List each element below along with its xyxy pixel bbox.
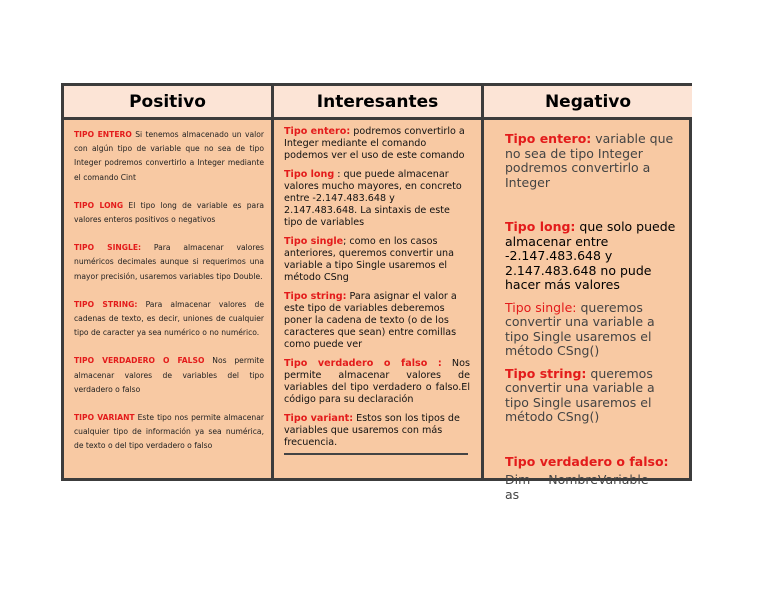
- item-text: variable que no sea de tipo Integer podremos convertirlo a Integer: [505, 131, 674, 190]
- item-label: Tipo string:: [505, 365, 587, 381]
- interesantes-column: [284, 126, 470, 478]
- item-text: que solo puede almacenar entre -2.147.483.648 y 2.147.483.648 no pude hacer más valores: [505, 219, 676, 292]
- item-text: Dim NombreVariable as: [505, 472, 649, 502]
- interesantes-item: [284, 126, 470, 162]
- item-label: Tipo string:: [284, 291, 347, 302]
- item-text: : que puede almacenar valores mucho mayores, en concreto entre -2.147.483.648 y 2.147.483.648. La sintaxis de este tipo de variables: [284, 169, 462, 228]
- divider: [284, 453, 468, 455]
- item-label: Tipo long: [284, 169, 335, 180]
- item-text: queremos convertir una variable a tipo Single usaremos el método CSng(): [505, 299, 655, 358]
- item-label: Tipo long:: [505, 219, 576, 234]
- item-label: Tipo single: [284, 236, 344, 247]
- item-label: TIPO SINGLE:: [74, 243, 142, 253]
- item-text: ; como en los casos anteriores, queremos convertir una variable a tipo Single usaremos el método CSng: [284, 236, 455, 283]
- item-label: Tipo variant:: [284, 413, 354, 424]
- item-label: Tipo single:: [505, 299, 577, 315]
- negativo-item: [505, 455, 680, 470]
- item-text: Para almacenar valores numéricos decimales aunque si requerimos una mayor precisión, usaremos variables tipo Double.: [74, 243, 264, 281]
- negativo-item: [505, 132, 680, 190]
- header-negativo: Negativo: [484, 86, 692, 120]
- interesantes-item: [284, 236, 470, 284]
- comparison-table: [61, 83, 692, 502]
- column-divider: [481, 86, 484, 478]
- item-label: TIPO LONG: [74, 200, 124, 210]
- header-positivo: Positivo: [64, 86, 271, 120]
- item-text: Nos permite almacenar valores de variables del tipo verdadero o falso: [74, 356, 264, 394]
- column-divider: [271, 86, 274, 478]
- item-text: podremos convertirlo a Integer mediante el comando podemos ver el uso de este comando: [284, 126, 465, 161]
- item-label: Tipo verdadero o falso:: [505, 453, 669, 469]
- interesantes-item: [284, 169, 470, 229]
- item-label: TIPO ENTERO: [74, 130, 132, 139]
- item-text: Estos son los tipos de variables que usaremos con más frecuencia.: [284, 413, 460, 448]
- positivo-item: [74, 128, 264, 185]
- positivo-item: [74, 298, 264, 341]
- positivo-item: [74, 199, 264, 227]
- interesantes-item: [284, 413, 470, 449]
- positivo-item: [74, 241, 264, 284]
- header-interesantes: Interesantes: [274, 86, 481, 120]
- interesantes-item: [284, 291, 470, 351]
- item-label: Tipo verdadero o falso :: [284, 358, 442, 369]
- item-text: queremos convertir una variable a tipo Single usaremos el método CSng(): [505, 365, 655, 424]
- item-text: Para asignar el valor a este tipo de variables deberemos poner la cadena de texto (o de los caracteres que sean) entre comillas como puede ver: [284, 291, 457, 350]
- item-text: El tipo long de variable es para valores enteros positivos o negativos: [74, 200, 264, 225]
- negativo-item: [505, 473, 680, 502]
- item-label: Tipo entero:: [284, 126, 351, 137]
- item-label: Tipo entero:: [505, 131, 592, 146]
- item-label: TIPO VERDADERO O FALSO: [74, 356, 205, 366]
- negativo-column: [505, 131, 680, 502]
- interesantes-item: [284, 358, 470, 406]
- negativo-item: [505, 301, 680, 359]
- positivo-column: [74, 124, 264, 478]
- positivo-item: [74, 354, 264, 397]
- item-text: Nos permite almacenar valores de variables del tipo verdadero o falso.El código para su declaración: [284, 358, 470, 405]
- item-label: TIPO VARIANT: [74, 413, 135, 423]
- item-text: Para almacenar valores de cadenas de texto, es decir, uniones de cualquier tipo de caracter ya sea numérico o no numérico.: [74, 299, 264, 338]
- negativo-item: [505, 367, 680, 425]
- item-text: Si tenemos almacenado un valor con algún tipo de variable que no sea de tipo Integer podremos convertirlo a Integer mediante el comando Cint: [74, 130, 264, 182]
- item-text: Este tipo nos permite almacenar cualquier tipo de información ya sea numérica, de texto o del tipo verdadero o falso: [74, 413, 264, 451]
- item-label: TIPO STRING:: [74, 299, 138, 309]
- negativo-item: [505, 220, 680, 293]
- positivo-item: [74, 411, 264, 454]
